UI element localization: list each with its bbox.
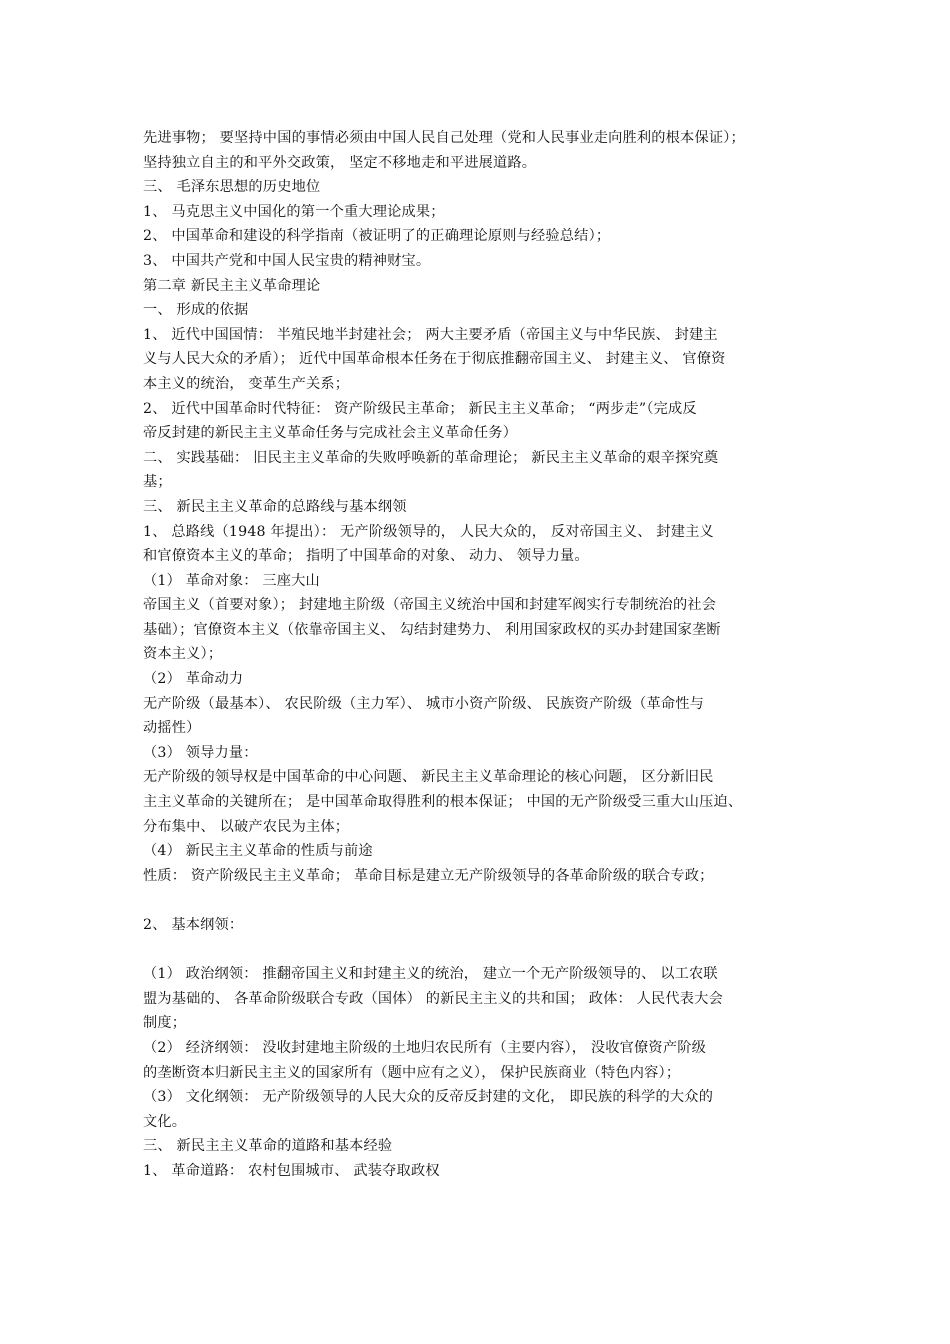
blank-line (143, 938, 813, 963)
text-line: （1） 政治纲领： 推翻帝国主义和封建主义的统治， 建立一个无产阶级领导的、 以工农联 (143, 966, 718, 983)
text-line: 坚持独立自主的和平外交政策， 坚定不移地走和平进展道路。 (143, 154, 537, 171)
section-heading: 二、 实践基础： 旧民主主义革命的失败呼唤新的革命理论； 新民主主义革命的艰辛探究奠 (143, 449, 719, 466)
list-item: 2、 中国革命和建设的科学指南（被证明了的正确理论原则与经验总结）； (143, 228, 611, 245)
text-line: 分布集中、 以破产农民为主体； (143, 818, 350, 835)
text-line: 1、 总路线（1948 年提出）： 无产阶级领导的， 人民大众的， 反对帝国主义、 封建主义 (143, 523, 714, 540)
text-line: （2） 经济纲领： 没收封建地主阶级的土地归农民所有（主要内容）， 没收官僚资产阶级 (143, 1039, 706, 1056)
text-line: 基础）；官僚资本主义（依靠帝国主义、 勾结封建势力、 利用国家政权的买办封建国家垄断 (143, 621, 721, 638)
text-line: 主主义革命的关键所在； 是中国革命取得胜利的根本保证； 中国的无产阶级受三重大山压迫、 (143, 794, 743, 811)
text-line: 义与人民大众的矛盾）； 近代中国革命根本任务在于彻底推翻帝国主义、 封建主义、 官僚资 (143, 351, 726, 368)
list-item: 1、 马克思主义中国化的第一个重大理论成果； (143, 203, 445, 220)
text-line: 先进事物； 要坚持中国的事情必须由中国人民自己处理（党和人民事业走向胜利的根本保证）； (143, 130, 745, 146)
section-heading: 三、 新民主主义革命的总路线与基本纲领 (143, 498, 407, 515)
text-line: 无产阶级（最基本）、 农民阶级（主力军）、 城市小资产阶级、 民族资产阶级（革命性与 (143, 695, 705, 712)
text-line: 帝反封建的新民主主义革命任务与完成社会主义革命任务） (143, 425, 518, 442)
list-item: 3、 中国共产党和中国人民宝贵的精神财宝。 (143, 252, 431, 269)
text-line: 2、 近代中国革命时代特征： 资产阶级民主革命； 新民主主义革命； “两步走”（完成反 (143, 400, 697, 417)
blank-line (143, 888, 813, 913)
text-line: （3） 文化纲领： 无产阶级领导的人民大众的反帝反封建的文化， 即民族的科学的大众的 (143, 1089, 714, 1106)
text-line: 盟为基础的、 各革命阶级联合专政（国体） 的新民主主义的共和国； 政体： 人民代表大会 (143, 990, 723, 1007)
list-item: 1、 革命道路： 农村包围城市、 武装夺取政权 (143, 1162, 440, 1179)
document-body (143, 126, 813, 1184)
section-heading: 2、 基本纲领： (143, 917, 244, 933)
text-line: 无产阶级的领导权是中国革命的中心问题、 新民主主义革命理论的核心问题， 区分新旧民 (143, 769, 714, 786)
text-line: 文化。 (143, 1113, 187, 1130)
subsection-heading: （3） 领导力量： (143, 744, 258, 761)
text-line: 制度； (143, 1015, 187, 1032)
subsection-heading: （4） 新民主主义革命的性质与前途 (143, 843, 373, 860)
text-line: 和官僚资本主义的革命； 指明了中国革命的对象、 动力、 领导力量。 (143, 548, 589, 565)
section-heading: 三、 毛泽东思想的历史地位 (143, 179, 321, 196)
subsection-heading: （2） 革命动力 (143, 671, 244, 688)
section-heading: 三、 新民主主义革命的道路和基本经验 (143, 1138, 393, 1155)
chapter-heading: 第二章 新民主主义革命理论 (143, 277, 321, 294)
text-line: 1、 近代中国国情： 半殖民地半封建社会； 两大主要矛盾（帝国主义与中华民族、 封建主 (143, 326, 718, 343)
text-line: 动摇性） (143, 720, 201, 737)
subsection-heading: （1） 革命对象： 三座大山 (143, 572, 320, 589)
text-line: 帝国主义（首要对象）； 封建地主阶级（帝国主义统治中国和封建军阀实行专制统治的社会 (143, 597, 717, 614)
text-line: 基； (143, 474, 172, 491)
text-line: 本主义的统治， 变革生产关系； (143, 375, 350, 392)
text-line: 性质： 资产阶级民主主义革命； 革命目标是建立无产阶级领导的各革命阶级的联合专政； (143, 867, 714, 884)
text-line: 的垄断资本归新民主主义的国家所有（题中应有之义）， 保护民族商业（特色内容）； (143, 1064, 681, 1081)
text-line: 资本主义）； (143, 646, 223, 663)
section-heading: 一、 形成的依据 (143, 302, 249, 319)
